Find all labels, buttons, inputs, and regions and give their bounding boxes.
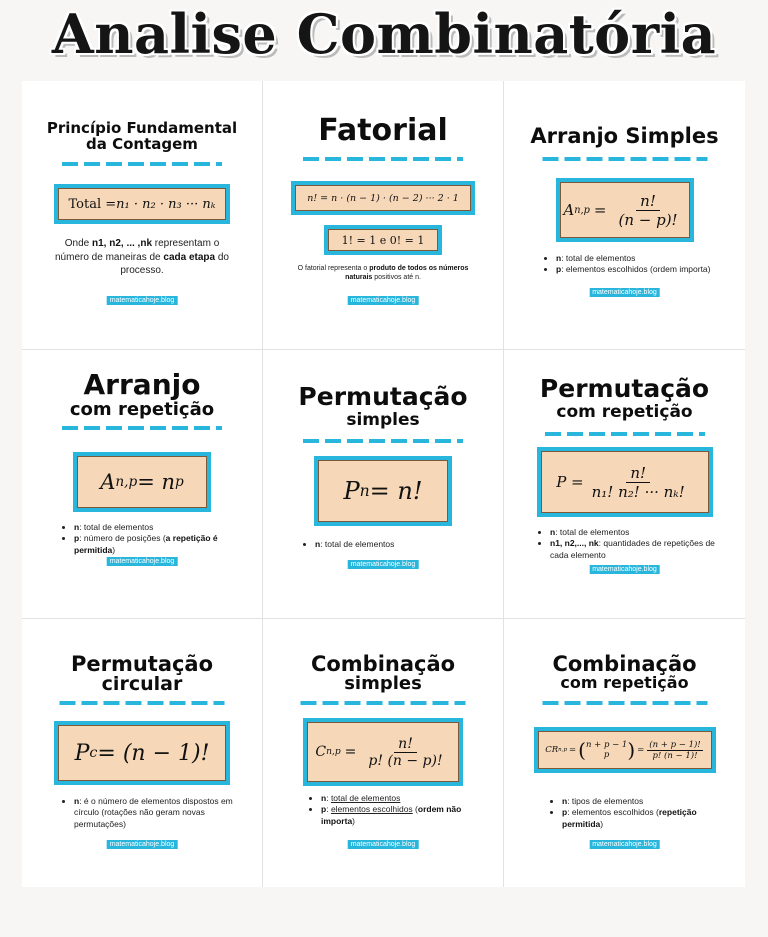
formula-rhs: = n! — [369, 477, 423, 505]
heading-line-1: Arranjo — [83, 368, 201, 401]
desc-bold: produto de todos os números naturais — [345, 265, 469, 282]
heading-underline — [303, 439, 463, 443]
heading-underline — [542, 701, 707, 705]
formula: n! = n · (n − 1) · (n − 2) ··· 2 · 1 — [295, 185, 471, 211]
bullet-key: n — [315, 539, 321, 549]
heading-line-1: Combinação — [552, 652, 697, 676]
bullet-text: : elementos escolhidos (ordem importa) — [561, 264, 711, 275]
heading-line-2: da Contagem — [86, 134, 198, 153]
bullet — [550, 538, 735, 561]
denominator: p! (n − p)! — [368, 752, 443, 769]
bullet-bold: ordem não importa — [321, 804, 462, 826]
formula-lhs: A — [100, 470, 116, 494]
heading-line-1: Permutação — [70, 652, 214, 676]
card-heading — [22, 370, 262, 420]
bullet-text: : total de elementos — [555, 527, 630, 537]
bullet — [74, 533, 232, 556]
formula-box — [556, 178, 694, 242]
fraction — [364, 736, 446, 769]
binomial-top: n + p − 1 — [585, 740, 628, 750]
formula-lhs: Total = — [68, 196, 117, 212]
denominator: p! (n − 1)! — [652, 750, 698, 761]
formula-sub: n,p — [558, 747, 568, 753]
heading-underline — [542, 157, 707, 161]
desc-text: O fatorial representa o — [297, 265, 370, 272]
heading-underline — [62, 162, 222, 166]
formula-lhs: A — [563, 201, 575, 219]
formula-box — [291, 181, 475, 215]
card-heading — [22, 121, 262, 153]
heading-line-2: simples — [346, 410, 420, 431]
bullet-bold: repetição permitida — [562, 807, 697, 829]
bullet — [562, 807, 725, 830]
formula — [77, 456, 207, 508]
formula-2: 1! = 1 e 0! = 1 — [328, 229, 438, 251]
card-principio-fundamental — [22, 81, 263, 350]
formula-box — [314, 456, 452, 526]
heading-line-2: com repetição — [560, 673, 689, 693]
bullet — [315, 539, 483, 550]
card-permutacao-circular — [22, 619, 263, 887]
formula — [541, 451, 709, 513]
bullet-text: ) — [112, 544, 116, 555]
heading-underline — [545, 432, 705, 436]
bullet-text: ) — [600, 818, 604, 829]
bullet-text: elementos escolhidos — [330, 804, 413, 815]
formula-rhs: = (n − 1)! — [97, 740, 210, 766]
fraction — [588, 464, 689, 501]
formula-box — [73, 452, 211, 512]
bullet-text: ) — [352, 815, 356, 826]
formula-sub: n,p — [326, 747, 341, 757]
card-description — [544, 253, 735, 276]
card-heading: Arranjo Simples — [530, 124, 719, 148]
formula-sub: n,p — [115, 474, 138, 490]
bullet-key: p — [556, 264, 562, 275]
binomial — [586, 740, 627, 760]
formula: CR n,p = ( n + p − 1 p ) = $\frac{(n + p - 1)!}{p! (n - 1)!}$ — [538, 731, 712, 769]
bullet — [74, 796, 242, 830]
card-heading — [22, 653, 262, 695]
card-combinacao-repeticao — [504, 619, 745, 887]
formula-box — [54, 184, 230, 224]
heading-line-1: Combinação — [310, 652, 456, 676]
bullet — [556, 264, 735, 275]
formula-box — [54, 721, 230, 785]
bullet — [550, 527, 735, 538]
source-tag[interactable]: matematicahoje.blog — [348, 296, 419, 305]
binomial-bottom: p — [603, 750, 610, 760]
bullet-text: : quantidades de repetições de cada elemento — [550, 538, 715, 560]
numerator: n! — [626, 464, 650, 483]
formula — [58, 188, 226, 220]
denominator: n₁! n₂! ··· nₖ! — [591, 482, 685, 501]
bullet: • n: total de elementos — [321, 793, 483, 804]
card-heading — [504, 653, 745, 692]
bullet-key: n — [550, 527, 556, 537]
numerator: (n + p − 1)! — [649, 739, 701, 750]
heading-line-2: simples — [344, 673, 422, 695]
desc-text: representam o número de maneiras de — [54, 238, 220, 263]
bullet-text: : total de elementos — [79, 522, 154, 532]
card-arranjo-simples — [504, 81, 745, 350]
card-heading — [263, 384, 503, 430]
card-description — [303, 539, 483, 550]
card-description — [52, 237, 232, 278]
bullet-text: : tipos de elementos — [567, 796, 644, 806]
bullet-key: n1, n2,..., nk — [550, 538, 599, 549]
bullet-text: : é o número de elementos dispostos em círculo (rotações não geram novas permutações) — [74, 796, 233, 829]
heading-line-2: circular — [101, 673, 183, 696]
source-tag[interactable]: matematicahoje.blog — [589, 288, 660, 297]
formula: C n,p = $\frac{n!}{p! (n - p)!}$ — [307, 722, 459, 782]
bullet — [74, 522, 232, 533]
formula-box — [303, 718, 463, 786]
formula-sub: n — [359, 482, 370, 500]
bullet-key: p — [321, 804, 327, 815]
heading-line-1: Permutação — [298, 382, 468, 411]
desc-text: do processo. — [120, 251, 229, 276]
desc-text: positivos até n. — [372, 274, 421, 282]
formula — [318, 460, 448, 522]
formula-sub: c — [89, 745, 98, 761]
formula-lhs: C — [315, 744, 327, 760]
bullet-text: total de elementos — [330, 793, 401, 803]
page-title: Analise Combinatória — [51, 2, 717, 66]
card-permutacao-repeticao — [504, 350, 745, 619]
fraction — [614, 192, 681, 229]
bullet-key: n — [74, 796, 80, 806]
card-description — [309, 793, 483, 827]
denominator: (n − p)! — [618, 210, 678, 229]
source-tag[interactable]: matematicahoje.blog — [107, 296, 178, 305]
heading-line-1: Princípio Fundamental — [46, 119, 238, 137]
card-permutacao-simples — [263, 350, 504, 619]
bullet-text: : total de elementos — [320, 539, 395, 549]
card-heading — [263, 653, 503, 694]
fraction — [647, 740, 702, 761]
formula — [58, 725, 226, 781]
card-fatorial — [263, 81, 504, 350]
bullet-text: : número de posições ( — [79, 533, 166, 544]
card-heading: Fatorial — [318, 113, 448, 148]
bullet-text: ( — [412, 804, 418, 815]
formula-box — [537, 447, 713, 517]
desc-bold: cada etapa — [163, 251, 216, 263]
desc-text: Onde — [64, 238, 92, 249]
desc-bold: n1, n2, ... ,nk — [91, 238, 152, 249]
numerator: n! — [636, 192, 660, 211]
numerator: n! — [394, 736, 417, 753]
bullet-text: : total de elementos — [561, 253, 636, 263]
bullet-key: n — [562, 796, 568, 806]
bullet: • p: elementos escolhidos (ordem não importa) — [321, 804, 483, 827]
formula-lhs: P — [343, 477, 360, 505]
card-description — [62, 796, 242, 830]
heading-underline — [62, 426, 222, 430]
formula: A n,p = $\frac{n!}{(n - p)!}$ — [560, 182, 690, 238]
card-combinacao-simples — [263, 619, 504, 887]
cards-grid — [22, 81, 745, 887]
formula-rhs: n₁ · n₂ · n₃ ··· nₖ — [116, 196, 216, 212]
heading-line-2: com repetição — [556, 402, 693, 423]
source-tag[interactable]: matematicahoje.blog — [589, 565, 660, 574]
formula-lhs: P — [74, 740, 90, 766]
bullet-key: n — [556, 253, 562, 263]
bullet — [556, 253, 735, 264]
source-tag[interactable]: matematicahoje.blog — [107, 557, 178, 566]
heading-underline — [301, 701, 466, 705]
card-description — [538, 527, 735, 561]
formula-sup: p — [175, 474, 184, 490]
formula-box — [534, 727, 716, 773]
bullet-text: : elementos escolhidos ( — [567, 807, 659, 818]
card-description — [62, 522, 232, 556]
source-tag[interactable]: matematicahoje.blog — [348, 560, 419, 569]
heading-underline — [303, 157, 463, 161]
source-tag[interactable]: matematicahoje.blog — [107, 840, 178, 849]
formula-lhs: P = — [556, 473, 584, 491]
heading-underline — [60, 701, 225, 705]
bullet-bold: a repetição é permitida — [74, 533, 218, 555]
formula-lhs: CR — [545, 745, 559, 755]
formula-box-2 — [324, 225, 442, 255]
source-tag[interactable]: matematicahoje.blog — [348, 840, 419, 849]
card-arranjo-repeticao — [22, 350, 263, 619]
heading-line-2: com repetição — [69, 399, 215, 421]
formula-sub: n,p — [574, 204, 590, 216]
card-heading — [504, 376, 745, 422]
heading-line-1: Permutação — [539, 374, 710, 403]
formula-rhs: = n — [137, 470, 176, 494]
source-tag[interactable]: matematicahoje.blog — [589, 840, 660, 849]
bullet-key: n — [321, 793, 327, 803]
bullet-key: n — [74, 522, 80, 532]
bullet-key: p — [74, 533, 80, 544]
bullet-key: p — [562, 807, 568, 818]
card-description — [550, 796, 725, 830]
card-description — [295, 264, 471, 283]
bullet — [562, 796, 725, 807]
